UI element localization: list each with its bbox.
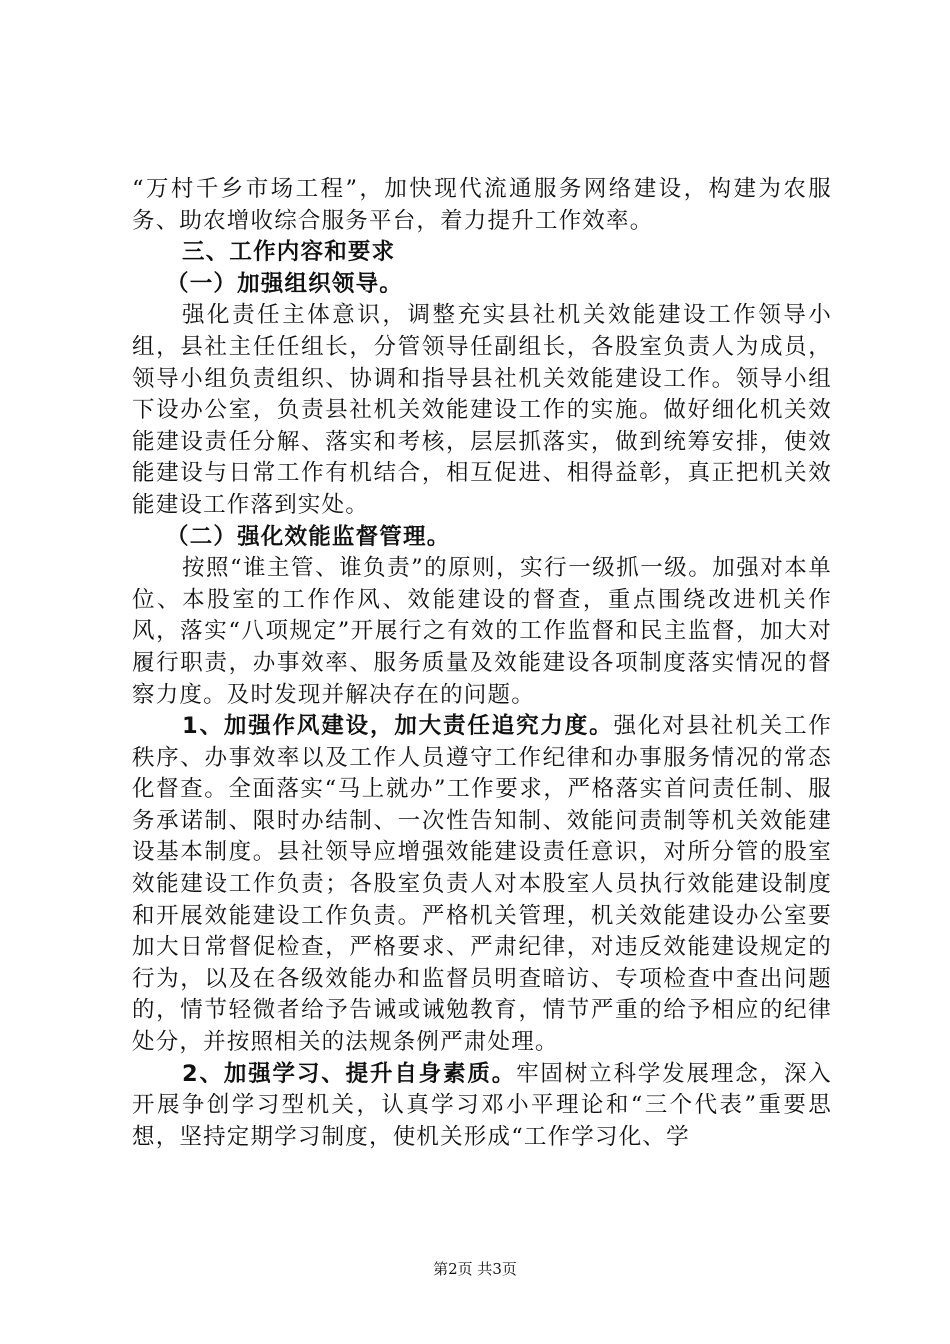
paragraph-work-style [132,711,832,1059]
subsection-heading-2: （二）强化效能监督管理。 [166,523,451,550]
page-number-footer: 第2页 共3页 [433,1260,517,1278]
subsection-heading-1: （一）加强组织领导。 [166,270,404,297]
paragraph-continuation: “万村千乡市场工程”，加快现代流通服务网络建设，构建为农服务、助农增收综合服务平台，着力提升工作效率。 [132,176,832,234]
section-heading: 三、工作内容和要求 [182,239,396,266]
paragraph-organization: 强化责任主体意识，调整充实县社机关效能建设工作领导小组，县社主任任组长，分管领导任副组长，各股室负责人为成员，领导小组负责组织、协调和指导县社机关效能建设工作。领导小组下设办公室，负责县社机关效能建设工作的实施。做好细化机关效能建设责任分解、落实和考核，层层抓落实，做到统筹安排，使效能建设与日常工作有机结合，相互促进、相得益彰，真正把机关效能建设工作落到实处。 [132,302,832,518]
document-body [132,174,832,1153]
paragraph-body-1: 强化对县社机关工作秩序、办事效率以及工作人员遵守工作纪律和办事服务情况的常态化督查。全面落实“马上就办”工作要求，严格落实首问责任制、服务承诺制、限时办结制、一次性告知制、效能问责制等机关效能建设基本制度。县社领导应增强效能建设责任意识，对所分管的股室效能建设工作负责；各股室负责人对本股室人员执行效能建设制度和开展效能建设工作负责。严格机关管理，机关效能建设办公室要加大日常督促检查，严格要求、严肃纪律，对违反效能建设规定的行为，以及在各级效能办和监督员明查暗访、专项检查中查出问题的，情节轻微者给予告诫或诫勉教育，情节严重的给予相应的纪律处分，并按照相关的法规条例严肃处理。 [132,713,832,1056]
paragraph-supervision: 按照“谁主管、谁负责”的原则，实行一级抓一级。加强对本单位、本股室的工作作风、效能建设的督查，重点围绕改进机关作风，落实“八项规定”开展行之有效的工作监督和民主监督，加大对履行职责，办事效率、服务质量及效能建设各项制度落实情况的督察力度。及时发现并解决存在的问题。 [132,555,832,708]
paragraph-lead-1: 1、加强作风建设，加大责任追究力度。 [182,713,614,740]
paragraph-lead-2: 2、加强学习、提升自身素质。 [182,1060,517,1087]
paragraph-study [132,1059,832,1154]
paragraph-body-2: 牢固树立科学发展理念，深入开展争创学习型机关，认真学习邓小平理论和“三个代表”重要思想，坚持定期学习制度，使机关形成“工作学习化、学 [132,1060,832,1150]
